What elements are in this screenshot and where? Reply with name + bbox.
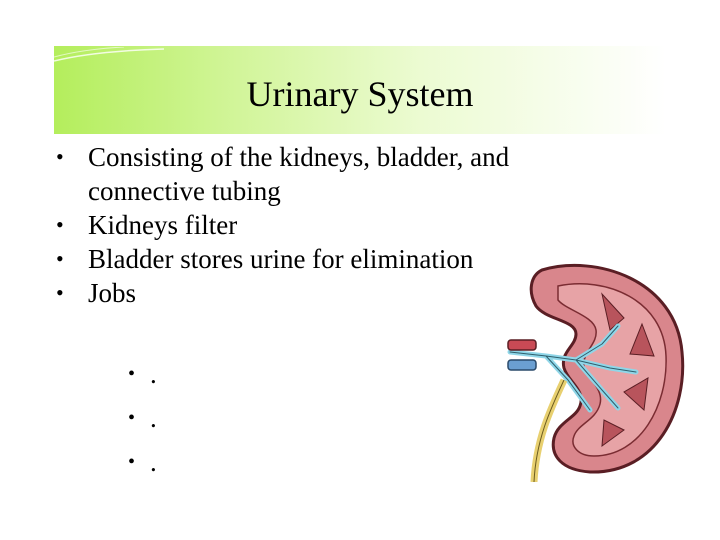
sub-bullet-item: [128, 440, 157, 484]
sub-bullet-text: .: [150, 403, 157, 433]
sub-bullet-text: .: [150, 359, 157, 389]
sub-bullet-item: [128, 352, 157, 396]
bullet-text: Jobs: [88, 278, 137, 308]
bullet-glyph: •: [56, 212, 64, 237]
bullet-item: [54, 208, 614, 242]
sub-bullet-glyph: •: [128, 407, 136, 429]
sub-bullet-text: .: [150, 447, 157, 477]
sub-bullet-glyph: •: [128, 451, 136, 473]
bullet-text: Bladder stores urine for elimination: [88, 244, 474, 274]
sub-bullet-glyph: •: [128, 363, 136, 385]
bullet-item: [54, 140, 614, 208]
bullet-glyph: •: [56, 280, 64, 305]
slide-title: Urinary System: [246, 74, 474, 114]
bullet-glyph: •: [56, 144, 64, 169]
sub-bullet-item: [128, 396, 157, 440]
sub-bullet-list: [128, 352, 157, 484]
kidney-illustration: [506, 260, 694, 482]
bullet-glyph: •: [56, 246, 64, 271]
bullet-text: Kidneys filter: [88, 210, 238, 240]
title-streak: [54, 47, 164, 63]
bullet-text: Consisting of the kidneys, bladder, and connective tubing: [88, 142, 510, 206]
